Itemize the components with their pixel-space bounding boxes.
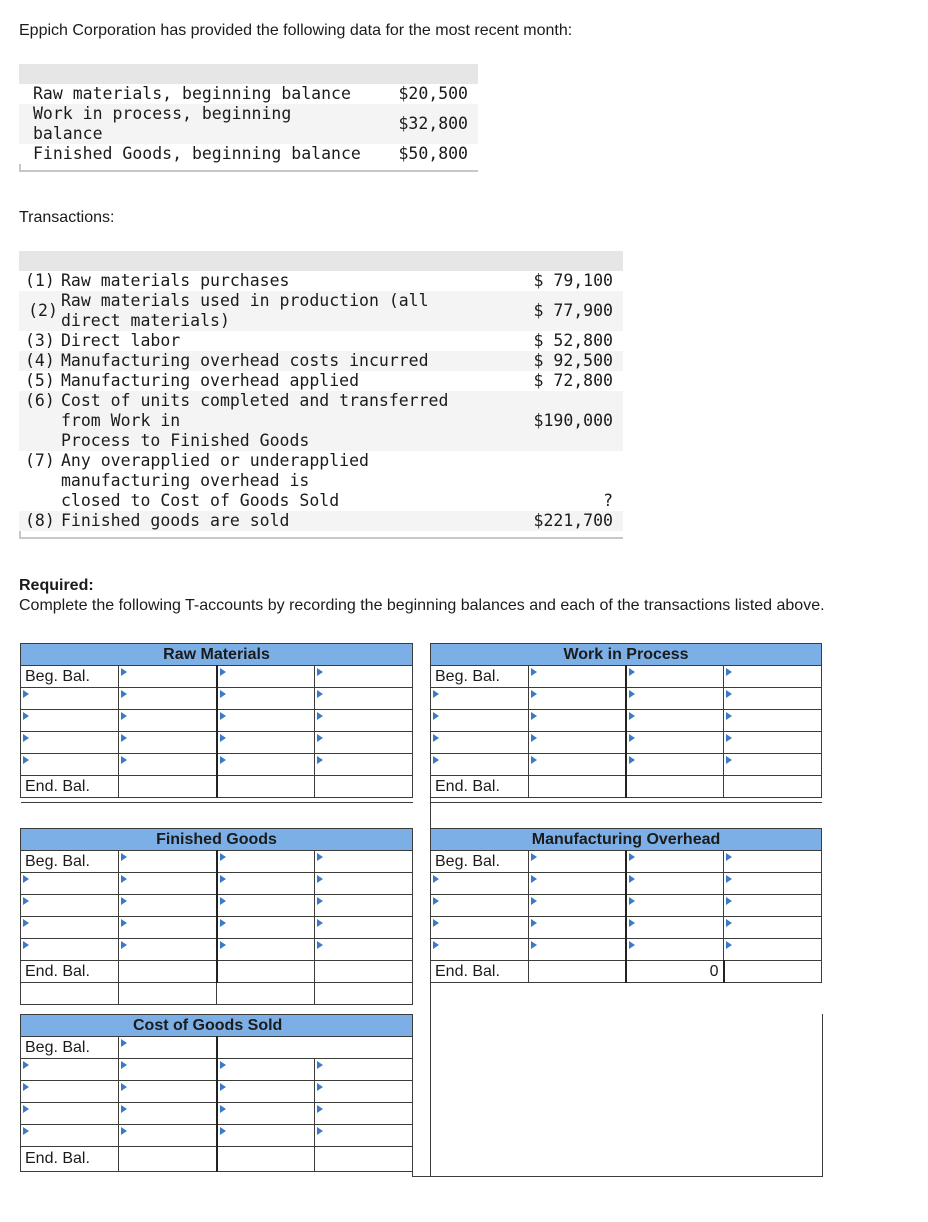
account-title: Finished Goods [21, 829, 413, 851]
debit-account-select[interactable] [21, 1081, 119, 1103]
debit-amount-input[interactable] [119, 754, 217, 776]
transaction-amount: $ 52,800 [533, 331, 613, 350]
transaction-number: (1) [25, 271, 55, 290]
end-bal-credit-input[interactable] [217, 776, 315, 798]
credit-account-select[interactable] [217, 873, 315, 895]
credit-account-select[interactable] [217, 917, 315, 939]
beg-bal-label: Beg. Bal. [21, 666, 119, 688]
end-bal-blank [724, 961, 822, 983]
debit-account-select[interactable] [431, 873, 529, 895]
balance-label: Raw materials, beginning balance [33, 84, 351, 103]
debit-account-select[interactable] [431, 939, 529, 961]
credit-amount-input[interactable] [315, 1103, 413, 1125]
credit-account-select[interactable] [217, 939, 315, 961]
debit-amount-input[interactable] [119, 688, 217, 710]
transactions-label: Transactions: [19, 209, 115, 226]
debit-amount-input[interactable] [529, 939, 626, 961]
credit-amount-input[interactable] [315, 666, 413, 688]
beg-bal-label: Beg. Bal. [21, 1037, 119, 1059]
credit-amount-input[interactable] [724, 851, 822, 873]
debit-amount-input[interactable] [529, 732, 626, 754]
credit-account-select[interactable] [626, 873, 724, 895]
end-bal-debit-input[interactable] [529, 961, 626, 983]
credit-amount-input[interactable] [315, 732, 413, 754]
debit-amount-input[interactable] [529, 666, 626, 688]
credit-account-select[interactable] [217, 688, 315, 710]
debit-amount-input[interactable] [529, 754, 626, 776]
credit-account-select[interactable] [626, 732, 724, 754]
debit-account-select[interactable] [431, 917, 529, 939]
debit-account-select[interactable] [21, 688, 119, 710]
end-bal-label: End. Bal. [21, 1147, 119, 1172]
debit-amount-input[interactable] [119, 917, 217, 939]
credit-account-select[interactable] [217, 851, 315, 873]
debit-account-select[interactable] [431, 732, 529, 754]
beginning-balances-box [19, 64, 478, 172]
transaction-amount: $ 79,100 [533, 271, 613, 290]
debit-account-select[interactable] [21, 939, 119, 961]
debit-account-select[interactable] [21, 1125, 119, 1147]
credit-amount-input[interactable] [315, 917, 413, 939]
t-account-manufacturing-overhead [430, 828, 822, 983]
debit-account-select[interactable] [21, 873, 119, 895]
debit-account-select[interactable] [21, 1103, 119, 1125]
credit-amount-input[interactable] [315, 1059, 413, 1081]
debit-account-select[interactable] [21, 895, 119, 917]
balance-row [19, 144, 478, 164]
debit-amount-input[interactable] [529, 851, 626, 873]
debit-account-select[interactable] [21, 1059, 119, 1081]
credit-amount-input[interactable] [315, 1125, 413, 1147]
transaction-description: Direct labor [61, 331, 181, 350]
required-text: Complete the following T-accounts by recording the beginning balances and each of the transactions listed above. [19, 597, 825, 614]
debit-account-select[interactable] [21, 917, 119, 939]
debit-amount-input[interactable] [119, 666, 217, 688]
transaction-number: (4) [25, 351, 55, 370]
transactions-box [19, 251, 623, 539]
transaction-row [19, 351, 623, 371]
transaction-row [19, 391, 623, 451]
account-title: Manufacturing Overhead [431, 829, 822, 851]
transaction-amount: $221,700 [533, 511, 613, 530]
transaction-description: Finished goods are sold [61, 511, 290, 530]
debit-amount-input[interactable] [119, 851, 217, 873]
debit-account-select[interactable] [431, 754, 529, 776]
credit-account-select[interactable] [626, 939, 724, 961]
debit-amount-input[interactable] [529, 710, 626, 732]
credit-account-select[interactable] [217, 895, 315, 917]
debit-amount-input[interactable] [119, 710, 217, 732]
end-bal-label: End. Bal. [21, 776, 119, 798]
credit-amount-input[interactable] [315, 754, 413, 776]
column-divider [430, 643, 431, 1176]
end-bal-credit-input[interactable] [217, 961, 315, 983]
transaction-amount: $ 77,900 [533, 301, 613, 320]
credit-account-select[interactable] [217, 1103, 315, 1125]
intro-text: Eppich Corporation has provided the following data for the most recent month: [19, 22, 573, 39]
transaction-description: Raw materials used in production (all direct materials) [61, 291, 429, 330]
balance-label: Work in process, beginning balance [33, 104, 292, 143]
balance-row [19, 104, 478, 144]
transaction-row [19, 451, 623, 511]
t-account-cost-of-goods-sold [20, 1014, 413, 1172]
transaction-description: Any overapplied or underapplied manufacturing overhead is closed to Cost of Goods Sold [61, 451, 369, 510]
transaction-description: Cost of units completed and transferred from Work in Process to Finished Goods [61, 391, 449, 450]
debit-account-select[interactable] [21, 710, 119, 732]
t-account-work-in-process [430, 643, 822, 803]
credit-amount-input[interactable] [724, 895, 822, 917]
credit-account-select[interactable] [626, 666, 724, 688]
transaction-number: (3) [25, 331, 55, 350]
debit-amount-input[interactable] [529, 873, 626, 895]
credit-amount-input[interactable] [724, 688, 822, 710]
credit-amount-input[interactable] [724, 710, 822, 732]
account-title: Work in Process [431, 644, 822, 666]
debit-amount-input[interactable] [119, 1037, 217, 1059]
transaction-amount: $ 72,800 [533, 371, 613, 390]
end-bal-debit-input[interactable] [529, 776, 626, 798]
credit-amount-input[interactable] [724, 754, 822, 776]
debit-account-select[interactable] [431, 710, 529, 732]
transaction-row [19, 371, 623, 391]
t-account-finished-goods [20, 828, 413, 1005]
debit-account-select[interactable] [21, 754, 119, 776]
credit-amount-input[interactable] [724, 917, 822, 939]
credit-account-select[interactable] [217, 1081, 315, 1103]
transaction-row [19, 511, 623, 531]
credit-amount-input[interactable] [315, 688, 413, 710]
debit-amount-input[interactable] [119, 1059, 217, 1081]
end-bal-label: End. Bal. [431, 961, 529, 983]
end-bal-credit-input[interactable] [626, 776, 724, 798]
end-bal-blank [724, 776, 822, 798]
debit-account-select[interactable] [431, 688, 529, 710]
transaction-amount: $190,000 [533, 411, 613, 430]
credit-amount-input[interactable] [315, 710, 413, 732]
credit-account-select[interactable] [626, 754, 724, 776]
debit-amount-input[interactable] [119, 1081, 217, 1103]
credit-amount-input[interactable] [315, 939, 413, 961]
credit-account-select[interactable] [626, 917, 724, 939]
transaction-description: Raw materials purchases [61, 271, 290, 290]
empty-grid-area [412, 1014, 823, 1177]
account-title: Cost of Goods Sold [21, 1015, 413, 1037]
beg-bal-label: Beg. Bal. [21, 851, 119, 873]
credit-account-select[interactable] [626, 710, 724, 732]
transaction-number: (6) [25, 391, 55, 410]
end-bal-debit-input[interactable] [119, 1147, 217, 1172]
transaction-amount: ? [603, 491, 613, 510]
debit-account-select[interactable] [431, 895, 529, 917]
credit-account-select[interactable] [217, 710, 315, 732]
end-bal-blank [315, 776, 413, 798]
credit-account-select[interactable] [217, 754, 315, 776]
end-bal-credit-value[interactable]: 0 [626, 961, 724, 983]
credit-account-select[interactable] [217, 732, 315, 754]
end-bal-credit-input[interactable] [217, 1147, 315, 1172]
t-account-raw-materials [20, 643, 413, 803]
credit-account-select[interactable] [626, 851, 724, 873]
debit-amount-input[interactable] [529, 688, 626, 710]
transaction-number: (7) [25, 451, 55, 470]
credit-amount-input[interactable] [315, 895, 413, 917]
transaction-row [19, 271, 623, 291]
debit-amount-input[interactable] [119, 1125, 217, 1147]
debit-amount-input[interactable] [119, 939, 217, 961]
debit-account-select[interactable] [21, 732, 119, 754]
credit-amount-input[interactable] [315, 851, 413, 873]
credit-amount-input[interactable] [724, 939, 822, 961]
transaction-row [19, 291, 623, 331]
credit-amount-input[interactable] [724, 666, 822, 688]
credit-amount-input[interactable] [315, 1081, 413, 1103]
end-bal-debit-input[interactable] [119, 961, 217, 983]
account-title: Raw Materials [21, 644, 413, 666]
debit-amount-input[interactable] [119, 732, 217, 754]
credit-account-select[interactable] [217, 1125, 315, 1147]
transaction-row [19, 331, 623, 351]
balance-row [19, 84, 478, 104]
credit-account-select[interactable] [217, 666, 315, 688]
debit-amount-input[interactable] [119, 895, 217, 917]
balance-value: $32,800 [398, 114, 468, 133]
credit-amount-input[interactable] [315, 873, 413, 895]
end-bal-debit-input[interactable] [119, 776, 217, 798]
end-bal-blank [315, 961, 413, 983]
credit-account-select[interactable] [626, 895, 724, 917]
balance-value: $20,500 [398, 84, 468, 103]
debit-amount-input[interactable] [529, 917, 626, 939]
transaction-number: (5) [25, 371, 55, 390]
transaction-amount: $ 92,500 [533, 351, 613, 370]
end-bal-label: End. Bal. [431, 776, 529, 798]
balance-value: $50,800 [398, 144, 468, 163]
beg-bal-label: Beg. Bal. [431, 851, 529, 873]
balance-label: Finished Goods, beginning balance [33, 144, 361, 163]
beg-bal-label: Beg. Bal. [431, 666, 529, 688]
credit-account-select[interactable] [217, 1059, 315, 1081]
debit-amount-input[interactable] [119, 1103, 217, 1125]
debit-amount-input[interactable] [119, 873, 217, 895]
credit-amount-input[interactable] [724, 873, 822, 895]
credit-account-select[interactable] [626, 688, 724, 710]
credit-amount-input[interactable] [724, 732, 822, 754]
debit-amount-input[interactable] [529, 895, 626, 917]
end-bal-label: End. Bal. [21, 961, 119, 983]
transaction-number: (2) [28, 301, 58, 320]
required-title: Required: [19, 577, 94, 594]
transaction-number: (8) [25, 511, 55, 530]
transaction-description: Manufacturing overhead applied [61, 371, 360, 390]
end-bal-blank [315, 1147, 413, 1172]
transaction-description: Manufacturing overhead costs incurred [61, 351, 429, 370]
